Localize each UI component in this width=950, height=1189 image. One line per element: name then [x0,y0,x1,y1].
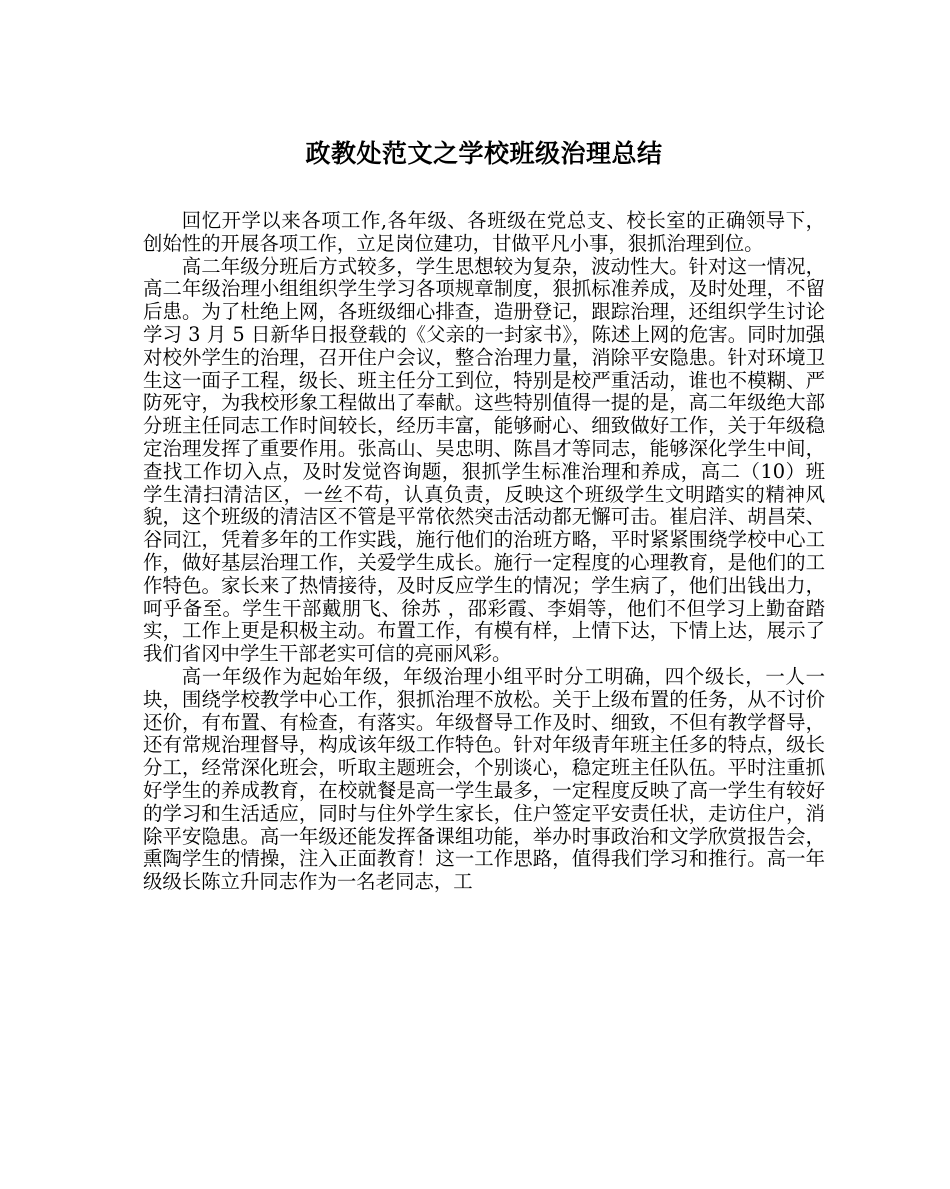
document-title: 政教处范文之学校班级治理总结 [305,139,663,168]
paragraph-1: 回忆开学以来各项工作,各年级、各班级在党总支、校长室的正确领导下，创始性的开展各项工作，立足岗位建功，甘做平凡小事，狠抓治理到位。 [143,209,825,255]
document-page [143,0,825,1189]
document-body [143,210,825,894]
paragraph-3: 高一年级作为起始年级，年级治理小组平时分工明确，四个级长，一人一块，围绕学校教学中心工作，狠抓治理不放松。关于上级布置的任务，从不讨价还价，有布置、有检查，有落实。年级督导工作及时、细致，不但有教学督导，还有常规治理督导，构成该年级工作特色。针对年级青年班主任多的特点，级长分工，经常深化班会，听取主题班会，个别谈心，稳定班主任队伍。平时注重抓好学生的养成教育，在校就餐是高一学生最多，一定程度反映了高一学生有较好的学习和生活适应，同时与住外学生家长，住户签定平安责任状，走访住户，消除平安隐患。高一年级还能发挥备课组功能，举办时事政治和文学欣赏报告会，熏陶学生的情操，注入正面教育！这一工作思路，值得我们学习和推行。高一年级级长陈立升同志作为一名老同志，工 [143,664,825,894]
paragraph-2: 高二年级分班后方式较多，学生思想较为复杂，波动性大。针对这一情况，高二年级治理小组组织学生学习各项规章制度，狠抓标准养成，及时处理，不留后患。为了杜绝上网，各班级细心排查，造册登记，跟踪治理，还组织学生讨论学习 3 月 5 日新华日报登载的《父亲的一封家书》，陈述上网的危害。同时加强对校外学生的治理，召开住户会议，整合治理力量，消除平安隐患。针对环境卫生这一面子工程，级长、班主任分工到位，特别是校严重活动，谁也不模糊、严防死守，为我校形象工程做出了奉献。这些特别值得一提的是，高二年级绝大部分班主任同志工作时间较长，经历丰富，能够耐心、细致做好工作，关于年级稳定治理发挥了重要作用。张高山、吴忠明、陈昌才等同志，能够深化学生中间，查找工作切入点，及时发觉咨询题，狠抓学生标准治理和养成，高二（10）班学生清扫清洁区，一丝不苟，认真负责，反映这个班级学生文明踏实的精神风貌，这个班级的清洁区不管是平常依然突击活动都无懈可击。崔启洋、胡昌荣、谷同江，凭着多年的工作实践，施行他们的治班方略，平时紧紧围绕学校中心工作，做好基层治理工作，关爱学生成长。施行一定程度的心理教育，是他们的工作特色。家长来了热情接待，及时反应学生的情况；学生病了，他们出钱出力，呵乎备至。学生干部戴朋飞、徐苏 ，邵彩霞、李娟等，他们不但学习上勤奋踏实，工作上更是积极主动。布置工作，有模有样，上情下达，下情上达，展示了我们省冈中学生干部老实可信的亮丽风彩。 [143,254,825,666]
